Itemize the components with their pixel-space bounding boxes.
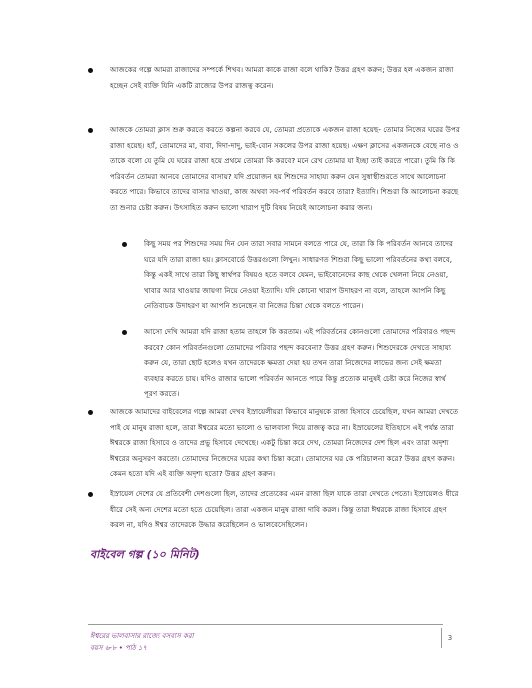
paragraph-text: ইস্রায়েল দেশের যে প্রতিবেশী দেশগুলো ছিল, তাদের প্রত্যেকের এমন রাজা ছিল যাকে তারা দেখতে পেতো। ইস্রায়েলও ধীরে ধীরে সেই অন্য দেশের মতো হতে চেয়েছিল। তারা একজন মানুষ রাজা দাবি করল। কিন্তু তারা ঈশ্বরকে রাজা হিসাবে গ্রহণ করল না, যদিও ঈশ্বর তাদেরকে উদ্ধার করেছিলেন ও ভালবেসেছিলেন।	[110, 489, 459, 529]
bullet-item-2	[88, 122, 460, 215]
bullet-item-3	[88, 404, 460, 482]
bullet-dot	[88, 68, 93, 73]
bullet-item-4	[88, 486, 460, 533]
page-number: 3	[441, 628, 458, 648]
bullet-dot	[122, 330, 127, 335]
paragraph-text: আজকে তোমরা ক্লাস শুরু করতে করতে কল্পনা করবে যে, তোমরা প্রত্যেকে একজন রাজা হয়েছ- তোমার নিজের ঘরের উপর রাজা হয়েছ। হ্যাঁ, তোমাদের মা, বাবা, দিদা-দাদু, ভাই-বোন সকলের উপর রাজা হয়েছ। এক্ষণ ক্লাসের একজনকে বেছে নাও ও তাকে বলো যে তুমি যে ঘরের রাজা হয়ে প্রথমে তোমরা কি করবে? মনে রেখ তোমার যা ইচ্ছা তাই করতে পারো। তুমি কি কি পরিবর্তন তোমরা আনবে তোমাদের বাসায়? যদি প্রয়োজন হয় শিশুদের সাহায্য করুন যেন সুস্বাস্থীশুরতে সাথে আলোচনা করতে পারে। কিভাবে তাদের বাসার খাওয়া, কাজ অথবা সব-পর্ব পরিবর্তন করবে তারা? ইত্যাদি। শিশুরা কি আলোচনা করছে তা শুনার চেষ্টা করুন। উৎসাহিত করুন ভালো খারাপ দুটি বিষয় নিয়েই আলোচনা করার জন্য।	[110, 125, 460, 212]
footer-divider	[88, 624, 443, 625]
footer-title: ঈশ্বরের ভালবাসার রাজ্যে বসবাস করা	[90, 632, 194, 640]
paragraph-text: আজকে আমাদের বাইবেলের গল্পে আমরা দেখব ইস্রায়েলীয়রা কিভাবে মানুষকে রাজা হিসাবে চেয়েছিল, যখন আমরা দেখতে পাই যে মানুষ রাজা হলে, তারা ঈশ্বরের মতো ভালো ও ভালবাসা দিয়ে রাজত্ব করে না। ইস্রায়েলের ইতিহাসে এই পর্যন্ত তারা ঈশ্বরকে রাজা হিসাবে ও তাদের প্রভু হিসাবে দেখেছে। একটু চিন্তা করে দেখ, তোমরা নিজেদের দেশ ছিল এবং তারা অদৃশ্য ঈশ্বরের অনুসরণ করতো। তোমাদের নিজেদের ঘরের কথা চিন্তা করো। তোমাদের ঘর কে পরিচালনা করে? উত্তর গ্রহণ করুন। কেমন হতো যদি এই ব্যক্তি অদৃশ্য হতো? উত্তর গ্রহণ করুন।	[110, 407, 459, 478]
paragraph-text: আসো দেখি আমরা যদি রাজা হতাম তাহলে কি করতাম। এই পরিবর্তনের কোনগুলো তোমাদের পরিবারও পছন্দ করবে? কোন পরিবর্তনগুলো তোমাদের পরিবার পছন্দ করবেনা? উত্তর গ্রহণ করুন। শিশুদেরকে দেখতে সাহায্য করুন যে, তারা ছোট হলেও যখন তাদেরকে ক্ষমতা দেয়া হয় তখন তারা নিজেদের লাভের জন্য সেই ক্ষমতা ব্যবহার করতে চায়। যদিও রাজার ভালো পরিবর্তন আনতে পারে কিন্তু প্রত্যেক মানুষই চেষ্টা করে নিজের স্বার্থ পূরণ করতে।	[144, 327, 456, 398]
footer-subtitle: বয়স ৬-৮ • পাঠ ১৭	[90, 644, 147, 652]
bullet-dot	[88, 410, 93, 415]
sub-bullet-item-2	[122, 324, 460, 402]
bullet-dot	[122, 242, 127, 247]
paragraph-text: কিছু সময় পর শিশুদের সময় দিন যেন তারা সবার সামনে বলতে পারে যে, তারা কি কি পরিবর্তন আনবে তাদের ঘরে যদি তারা রাজা হয়। ক্লাসবোর্ডে উত্তরগুলো লিখুন। সাধারণত শিশুরা কিছু ভালো পরিবর্তনের কথা বলবে, কিন্তু একই সাথে তারা কিছু স্বার্থপর বিষয়ও হতে বলবে যেমন, ভাইবোনেদের কাছ থেকে খেলনা নিয়ে নেওয়া, খাবার আর খাওয়ার জায়গা নিয়ে নেওয়া ইত্যাদি। যদি কোনো খারাপ উদাহরণ না বলে, তাহলে আপনি কিছু নেতিবাচক উদাহরণ যা আপনি শুনেছেন বা নিজের চিন্তা থেকে বলতে পারেন।	[144, 239, 453, 310]
section-heading: বাইবেল গল্প (১০ মিনিট)	[90, 548, 200, 561]
bullet-dot	[88, 492, 93, 497]
paragraph-text: আজকের গল্পে আমরা রাজাদের সম্পর্কে শিখব। আমরা কাকে রাজা বলে থাকি? উত্তর গ্রহণ করুন; উত্তর হল একজন রাজা হচ্ছেন সেই ব্যক্তি যিনি একটি রাজ্যের উপর রাজত্ব করেন।	[110, 65, 454, 90]
sub-bullet-item-1	[122, 236, 460, 314]
bullet-item-1	[88, 62, 460, 93]
footer	[90, 630, 194, 654]
bullet-dot	[88, 128, 93, 133]
